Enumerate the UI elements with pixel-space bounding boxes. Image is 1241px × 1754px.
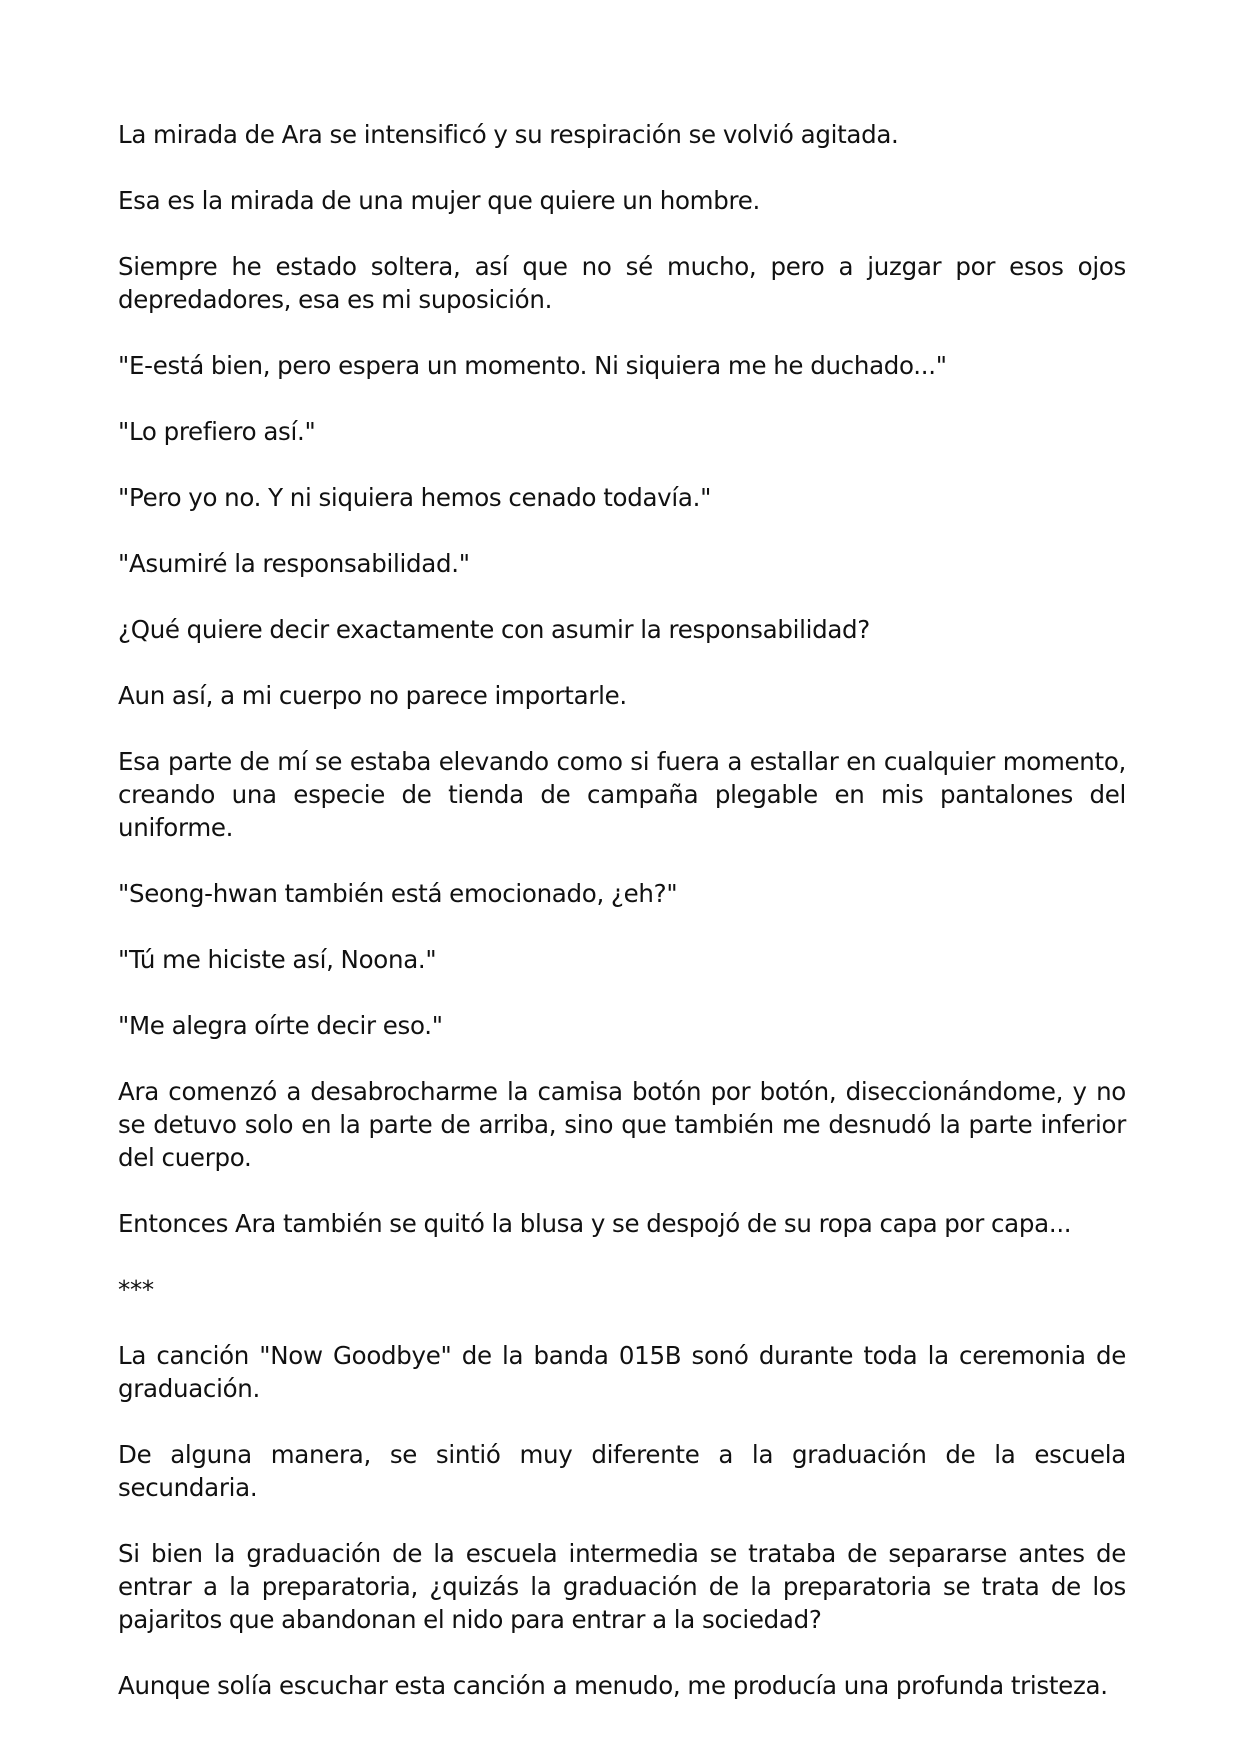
- paragraph: La canción "Now Goodbye" de la banda 015B sonó durante toda la ceremonia de graduación.: [118, 1341, 1126, 1403]
- document-body: [118, 118, 1126, 1735]
- paragraph: "Lo prefiero así.": [118, 417, 316, 446]
- paragraph: "Me alegra oírte decir eso.": [118, 1011, 443, 1040]
- paragraph: ¿Qué quiere decir exactamente con asumir la responsabilidad?: [118, 615, 871, 644]
- paragraph: Entonces Ara también se quitó la blusa y se despojó de su ropa capa por capa...: [118, 1209, 1072, 1238]
- paragraph: Esa parte de mí se estaba elevando como si fuera a estallar en cualquier momento, creando una especie de tienda de campaña plegable en mis pantalones del uniforme.: [118, 747, 1126, 842]
- paragraph: "Asumiré la responsabilidad.": [118, 549, 470, 578]
- paragraph: Esa es la mirada de una mujer que quiere un hombre.: [118, 186, 760, 215]
- paragraph: "Seong-hwan también está emocionado, ¿eh?": [118, 879, 678, 908]
- paragraph: De alguna manera, se sintió muy diferente a la graduación de la escuela secundaria.: [118, 1440, 1126, 1502]
- paragraph: Siempre he estado soltera, así que no sé mucho, pero a juzgar por esos ojos depredadores, esa es mi suposición.: [118, 252, 1126, 314]
- paragraph: Ara comenzó a desabrocharme la camisa botón por botón, diseccionándome, y no se detuvo solo en la parte de arriba, sino que también me desnudó la parte inferior del cuerpo.: [118, 1077, 1126, 1172]
- scene-break: ***: [118, 1275, 154, 1304]
- paragraph: "E-está bien, pero espera un momento. Ni siquiera me he duchado...": [118, 351, 947, 380]
- paragraph: Aun así, a mi cuerpo no parece importarle.: [118, 681, 627, 710]
- paragraph: "Pero yo no. Y ni siquiera hemos cenado todavía.": [118, 483, 712, 512]
- paragraph: "Tú me hiciste así, Noona.": [118, 945, 437, 974]
- paragraph: La mirada de Ara se intensificó y su respiración se volvió agitada.: [118, 120, 899, 149]
- paragraph: Aunque solía escuchar esta canción a menudo, me producía una profunda tristeza.: [118, 1671, 1108, 1700]
- paragraph: Si bien la graduación de la escuela intermedia se trataba de separarse antes de entrar a la preparatoria, ¿quizás la graduación de la preparatoria se trata de los pajaritos que abandonan el nido para entrar a la sociedad?: [118, 1539, 1126, 1634]
